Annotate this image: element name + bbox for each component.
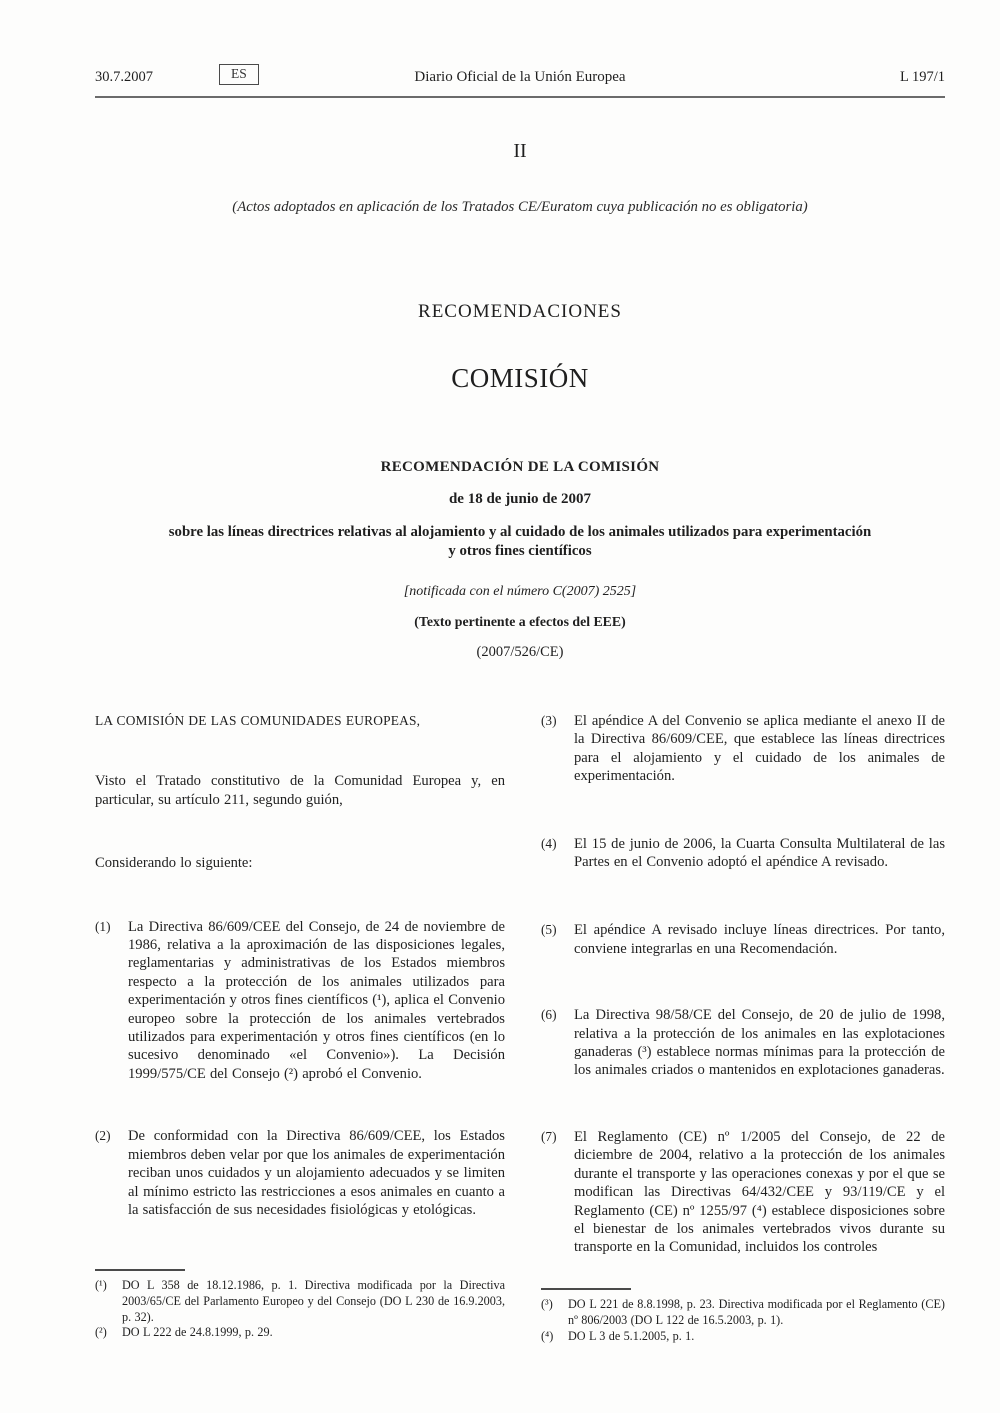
footnote-text: DO L 358 de 18.12.1986, p. 1. Directiva modificada por la Directiva 2003/65/CE del Parlamento Europeo y del Consejo (DO L 230 de 16.9.2003, p. 32). <box>122 1278 505 1324</box>
recital-4 <box>541 835 945 872</box>
footnote-marker: (⁴) <box>541 1328 554 1343</box>
recital-text: La Directiva 86/609/CEE del Consejo, de 24 de noviembre de 1986, relativa a la aproximación de las disposiciones legales, reglamentarias y administrativas de los Estados miembros respecto a la protección de los animales utilizados para experimentación y otros fines científicos (¹), aplica el Convenio europeo sobre la protección de los animales vertebrados utilizados para experimentación y otros fines científicos (en lo sucesivo denominado «el Convenio»). La Decisión 1999/575/CE del Consejo (²) aprobó el Convenio. <box>128 918 505 1082</box>
document-subject: sobre las líneas directrices relativas al alojamiento y al cuidado de los animales utilizados para experimentación y otros fines científicos <box>168 524 872 559</box>
footnote-marker: (³) <box>541 1297 553 1311</box>
document-date-line: de 18 de junio de 2007 <box>448 491 592 507</box>
footnote-2 <box>95 1325 505 1341</box>
opening-line: LA COMISIÓN DE LAS COMUNIDADES EUROPEAS, <box>95 713 421 728</box>
footnote-rule <box>95 1269 185 1271</box>
footnotes-left <box>95 1269 505 1341</box>
journal-title: Diario Oficial de la Unión Europea <box>414 69 626 85</box>
footnote-marker: (²) <box>95 1325 107 1340</box>
document-body <box>95 712 945 1413</box>
recital-3 <box>541 712 945 786</box>
recital-text: El 15 de junio de 2006, la Cuarta Consulta Multilateral de las Partes en el Convenio adoptó el apéndice A revisado. <box>574 835 945 871</box>
footnote-text: DO L 221 de 8.8.1998, p. 23. Directiva modificada por el Reglamento (CE) nº 806/2003 (DO L 122 de 16.5.2003, p. 1). <box>568 1297 945 1327</box>
header-date: 30.7.2007 <box>95 69 153 85</box>
institution-heading: COMISIÓN <box>451 363 589 393</box>
footnote-4 <box>541 1329 945 1345</box>
considering-label: Considerando lo siguiente: <box>95 855 253 872</box>
recital-number: (2) <box>95 1128 111 1144</box>
recital-text: La Directiva 98/58/CE del Consejo, de 20 de julio de 1998, relativa a la protección de los animales en las explotaciones ganaderas (³) establece normas mínimas para la protección de los animales criados o mantenidos en explotaciones ganaderas. <box>574 1007 945 1079</box>
recital-5 <box>541 921 945 958</box>
page-reference: L 197/1 <box>900 69 945 85</box>
recital-number: (1) <box>95 918 111 934</box>
page-header <box>95 63 945 98</box>
footnote-rule <box>541 1288 631 1290</box>
acts-note: (Actos adoptados en aplicación de los Tratados CE/Euratom cuya publicación no es obligatoria) <box>232 199 808 215</box>
right-column <box>541 712 945 1257</box>
content-area <box>95 0 945 1413</box>
footnote-marker: (¹) <box>95 1278 107 1292</box>
recital-text: El Reglamento (CE) nº 1/2005 del Consejo, de 22 de diciembre de 2004, relativo a la protección de los animales durante el transporte y las operaciones conexas y por el que se modifican las Directivas 64/432/CEE y 93/119/CE y el Reglamento (CE) nº 1255/97 (⁴) establece disposiciones sobre el bienestar de los animales vertebrados vivos durante su transporte en la Comunidad, incluidos los controles <box>574 1128 945 1256</box>
recital-number: (6) <box>541 1007 557 1023</box>
treaty-clause: Visto el Tratado constitutivo de la Comunidad Europea y, en particular, su artículo 211, segundo guión, <box>95 773 505 808</box>
footnotes-right <box>541 1288 945 1344</box>
notification-note: [notificada con el número C(2007) 2525] <box>403 584 637 599</box>
recital-number: (5) <box>541 922 557 938</box>
document-title: RECOMENDACIÓN DE LA COMISIÓN <box>380 459 660 475</box>
recital-text: De conformidad con la Directiva 86/609/CEE, los Estados miembros deben velar por que los animales de experimentación reciban unos cuidados y un alojamiento adecuados y se limiten al mínimo estricto las restricciones a esos animales en cuanto a la satisfacción de sus necesidades fisiológicas y etológicas. <box>128 1128 505 1218</box>
section-numeral: II <box>513 140 527 162</box>
language-badge: ES <box>219 64 259 85</box>
document-reference-number: (2007/526/CE) <box>476 644 564 660</box>
recital-number: (7) <box>541 1128 557 1144</box>
recital-text: El apéndice A revisado incluye líneas directrices. Por tanto, conviene integrarlas en una Recomendación. <box>574 922 945 957</box>
footnote-1 <box>95 1278 505 1325</box>
section-heading: RECOMENDACIONES <box>418 301 622 322</box>
recital-7 <box>541 1128 945 1257</box>
recital-6 <box>541 1006 945 1080</box>
recital-text: El apéndice A del Convenio se aplica mediante el anexo II de la Directiva 86/609/CEE, que establece las líneas directrices para el alojamiento y el cuidado de los animales de experimentación. <box>574 713 945 785</box>
eea-relevance-note: (Texto pertinente a efectos del EEE) <box>414 614 626 629</box>
left-column <box>95 712 505 1219</box>
recital-number: (3) <box>541 713 557 728</box>
footnote-text: DO L 3 de 5.1.2005, p. 1. <box>568 1328 695 1343</box>
recital-number: (4) <box>541 835 557 851</box>
footnote-text: DO L 222 de 24.8.1999, p. 29. <box>122 1325 273 1340</box>
footnote-3 <box>541 1297 945 1329</box>
recital-1 <box>95 918 505 1084</box>
recital-2 <box>95 1127 505 1219</box>
